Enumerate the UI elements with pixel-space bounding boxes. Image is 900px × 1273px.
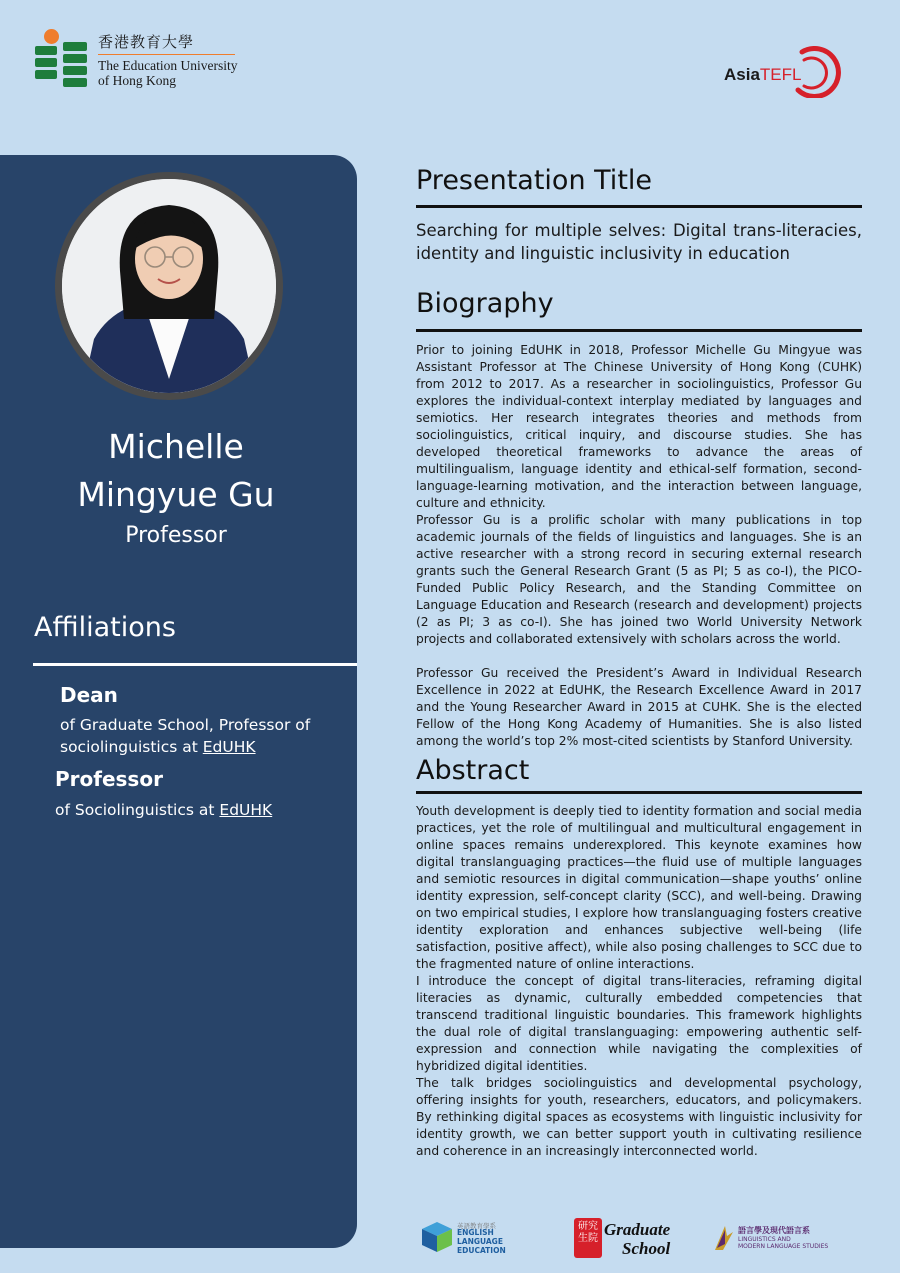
lml-logo-line2: MODERN LANGUAGE STUDIES [738,1243,829,1250]
eduhk-link[interactable]: EdUHK [202,738,256,756]
abstract-paragraph: The talk bridges sociolinguistics and developmental psychology, offering insights for youth, researchers, educators, and policymakers. By rethinking digital spaces as ecosystems with linguistic inclusivity for identity growth, we can better support youth in cultivating resilience and coherence in an increasingly interconnected world. [416,1076,862,1158]
section-divider [416,205,862,208]
presentation-title-text: Searching for multiple selves: Digital trans-literacies, identity and linguistic inclusivity in education [416,221,862,263]
section-divider [416,329,862,332]
biography-paragraph: Professor Gu received the President’s Award in Individual Research Excellence in 2022 at EdUHK, the Research Excellence Award in 2017 and the Young Researcher Award in 2015 at CUHK. She is the elected Fellow of the Hong Kong Academy of Humanities. She is also listed among the world’s top 2% most-cited scientists by Stanford University. [416,666,862,748]
profile-sidebar [0,155,357,1248]
eduhk-logo-english-line1: The Education University [98,57,238,73]
graduate-school-logo [574,1218,684,1260]
affiliation-title: Professor [55,767,163,791]
biography-paragraph: Prior to joining EdUHK in 2018, Professor Michelle Gu Mingyue was Assistant Professor at The Chinese University of Hong Kong (CUHK) from 2012 to 2017. As a researcher in sociolinguistics, Professor Gu explores the individual-context interplay mediated by languages and semiotics. Her research integrates theories and methods from sociolinguistics, critical inquiry, and discourse studies. She has developed theoretical frameworks to advance the areas of multilingualism, language identity and ethical-self formation, second-language-learning motivation, and the interaction between language, culture and ethnicity. [416,343,862,510]
ele-logo-line2: EDUCATION [457,1246,506,1255]
affiliations-divider [33,663,357,666]
asiatefl-logo-asia: Asia [724,65,760,84]
asiatefl-logo-tefl: TEFL [759,65,802,84]
profile-photo-frame [55,172,283,400]
ele-cube-icon [420,1220,454,1254]
graduate-school-seal: 研究生院 [574,1218,602,1258]
profile-photo [62,179,276,393]
presentation-title-heading: Presentation Title [416,165,653,196]
lml-logo-chinese: 語言學及現代語言系 [738,1226,810,1235]
profile-name-line1: Michelle [108,427,244,466]
eduhk-logo-english-line2: of Hong Kong [98,72,176,88]
abstract-paragraph: Youth development is deeply tied to identity formation and social media practices, yet the role of multilingual and multicultural engagement in online spaces remains underexplored. This keynote examines how digital translanguaging practices—the fluid use of multiple languages and semiotic resources in digital communication—shape youths’ online identity expression, self-concept clarity (SCC), and well-being. Drawing on two empirical studies, I explore how translanguaging fosters creative identity exploration and enhances subjective well-being (life satisfaction, positive affect), while also posing challenges to SCC due to the fragmented nature of online interactions. [416,804,862,971]
eduhk-logo-chinese: 香港教育大學 [98,31,235,55]
biography-paragraph: Professor Gu is a prolific scholar with many publications in top academic journals of the fields of linguistics and languages. She is an active researcher with a strong record in securing external research grants such the General Research Grant (5 as PI; 5 as co-I), the PICO-Funded Public Policy Research, and the Standing Committee on Language Education and Research (research and development) projects (2 as PI; 3 as co-I). She has joined two World University Network projects and collaborated extensively with scholars across the world. [416,513,862,646]
asiatefl-logo [722,46,847,98]
abstract-paragraph: I introduce the concept of digital trans-literacies, reframing digital literacies as dynamic, culturally embedded competencies that transcend traditional linguistic boundaries. This framework highlights the dual role of digital translanguaging: empowering authentic self-expression and connection while navigating the complexities of hybridized digital identities. [416,974,862,1073]
profile-name [0,423,352,519]
affiliation-description: of Sociolinguistics at EdUHK [55,801,273,819]
abstract-heading: Abstract [416,755,530,786]
profile-role: Professor [125,523,227,548]
eduhk-link[interactable]: EdUHK [219,801,273,819]
eduhk-emblem-icon [35,28,91,90]
biography-heading: Biography [416,288,554,319]
graduate-school-line1: Graduate [604,1220,671,1239]
abstract-text [416,803,862,1160]
linguistics-modern-language-logo [713,1222,853,1256]
asiatefl-swoosh-icon [790,46,846,98]
section-divider [416,791,862,794]
ele-logo-line1: ENGLISH LANGUAGE [457,1228,503,1246]
ele-logo-chinese: 英語教育學系 [457,1222,496,1230]
profile-name-line2: Mingyue Gu [77,475,275,514]
affiliations-heading: Affiliations [34,612,176,643]
lml-emblem-icon [713,1222,735,1252]
lml-logo-line1: LINGUISTICS AND [738,1236,791,1243]
affiliation-description: of Graduate School, Professor of sociolinguistics at EdUHK [60,716,311,756]
biography-text [416,342,862,750]
eduhk-logo [35,28,237,90]
english-language-education-logo [420,1220,540,1256]
affiliation-title: Dean [60,683,118,707]
graduate-school-line2: School [622,1239,671,1258]
